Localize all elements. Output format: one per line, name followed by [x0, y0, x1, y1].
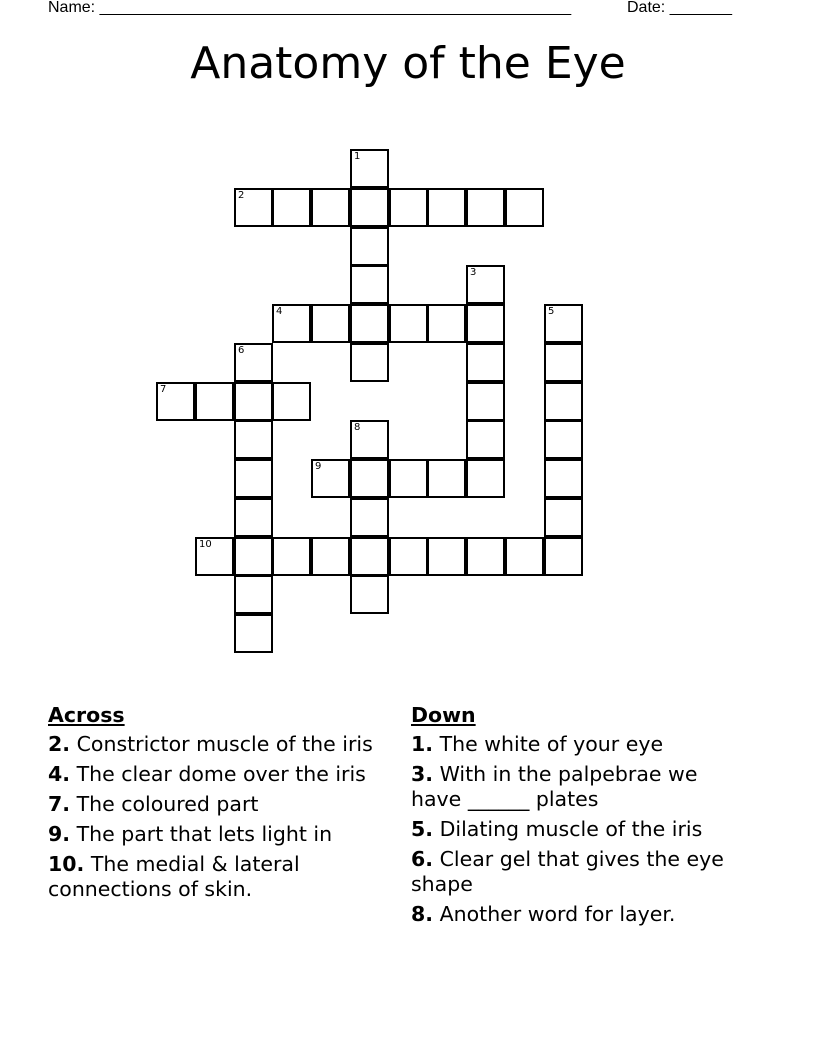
crossword-cell[interactable] — [466, 382, 505, 421]
crossword-cell[interactable] — [195, 382, 234, 421]
cell-number: 8 — [354, 422, 361, 433]
crossword-cell[interactable] — [544, 537, 583, 576]
crossword-cell[interactable] — [234, 420, 273, 459]
crossword-cell[interactable] — [427, 537, 466, 576]
crossword-cell[interactable] — [544, 343, 583, 382]
across-clue: 4. The clear dome over the iris — [48, 762, 366, 786]
cell-number: 9 — [315, 461, 322, 472]
across-clues — [48, 702, 388, 907]
crossword-cell[interactable] — [311, 459, 350, 498]
down-clue: 5. Dilating muscle of the iris — [411, 817, 703, 841]
crossword-cell[interactable] — [156, 382, 195, 421]
cell-number: 6 — [238, 345, 245, 356]
crossword-cell[interactable] — [311, 304, 350, 343]
across-heading: Across — [48, 703, 125, 727]
crossword-cell[interactable] — [234, 614, 273, 653]
crossword-cell[interactable] — [466, 459, 505, 498]
crossword-cell[interactable] — [427, 188, 466, 227]
crossword-cell[interactable] — [350, 304, 389, 343]
crossword-cell[interactable] — [234, 382, 273, 421]
crossword-cell[interactable] — [350, 149, 389, 188]
cell-number: 10 — [199, 539, 212, 550]
across-clue: 9. The part that lets light in — [48, 822, 333, 846]
crossword-cell[interactable] — [234, 343, 273, 382]
crossword-cell[interactable] — [544, 459, 583, 498]
crossword-cell[interactable] — [389, 537, 428, 576]
crossword-cell[interactable] — [234, 575, 273, 614]
crossword-cell[interactable] — [466, 265, 505, 304]
crossword-cell[interactable] — [466, 304, 505, 343]
page-title: Anatomy of the Eye — [190, 38, 626, 89]
crossword-cell[interactable] — [427, 304, 466, 343]
crossword-cell[interactable] — [234, 498, 273, 537]
crossword-cell[interactable] — [272, 188, 311, 227]
crossword-cell[interactable] — [234, 188, 273, 227]
cell-number: 2 — [238, 190, 245, 201]
cell-number: 3 — [470, 267, 477, 278]
crossword-cell[interactable] — [234, 537, 273, 576]
down-clues — [411, 702, 751, 932]
crossword-cell[interactable] — [427, 459, 466, 498]
crossword-cell[interactable] — [350, 343, 389, 382]
crossword-cell[interactable] — [544, 304, 583, 343]
crossword-cell[interactable] — [311, 188, 350, 227]
crossword-cell[interactable] — [389, 304, 428, 343]
crossword-cell[interactable] — [311, 537, 350, 576]
down-clue: 3. With in the palpebrae we have ______ plates — [411, 762, 698, 811]
crossword-cell[interactable] — [272, 537, 311, 576]
crossword-cell[interactable] — [389, 188, 428, 227]
down-clue: 6. Clear gel that gives the eye shape — [411, 847, 724, 896]
name-field[interactable]: Name: _____________________________________________________ — [48, 0, 572, 16]
crossword-cell[interactable] — [272, 382, 311, 421]
crossword-cell[interactable] — [505, 537, 544, 576]
down-heading: Down — [411, 703, 476, 727]
cell-number: 1 — [354, 151, 361, 162]
crossword-cell[interactable] — [272, 304, 311, 343]
cell-number: 4 — [276, 306, 283, 317]
crossword-cell[interactable] — [389, 459, 428, 498]
cell-number: 5 — [548, 306, 555, 317]
crossword-cell[interactable] — [544, 382, 583, 421]
crossword-cell[interactable] — [350, 459, 389, 498]
crossword-cell[interactable] — [466, 343, 505, 382]
crossword-cell[interactable] — [350, 537, 389, 576]
cell-number: 7 — [160, 384, 167, 395]
crossword-cell[interactable] — [544, 420, 583, 459]
date-field[interactable]: Date: _______ — [627, 0, 732, 16]
crossword-cell[interactable] — [505, 188, 544, 227]
crossword-cell[interactable] — [350, 265, 389, 304]
down-clue: 8. Another word for layer. — [411, 902, 676, 926]
crossword-cell[interactable] — [195, 537, 234, 576]
down-clue: 1. The white of your eye — [411, 732, 664, 756]
crossword-cell[interactable] — [350, 575, 389, 614]
across-clue: 10. The medial & lateral connections of skin. — [48, 852, 300, 901]
crossword-cell[interactable] — [466, 188, 505, 227]
crossword-cell[interactable] — [466, 537, 505, 576]
crossword-cell[interactable] — [350, 227, 389, 266]
crossword-cell[interactable] — [234, 459, 273, 498]
crossword-cell[interactable] — [350, 188, 389, 227]
across-clue: 2. Constrictor muscle of the iris — [48, 732, 373, 756]
across-clue: 7. The coloured part — [48, 792, 259, 816]
crossword-cell[interactable] — [350, 420, 389, 459]
crossword-cell[interactable] — [466, 420, 505, 459]
crossword-cell[interactable] — [350, 498, 389, 537]
crossword-cell[interactable] — [544, 498, 583, 537]
